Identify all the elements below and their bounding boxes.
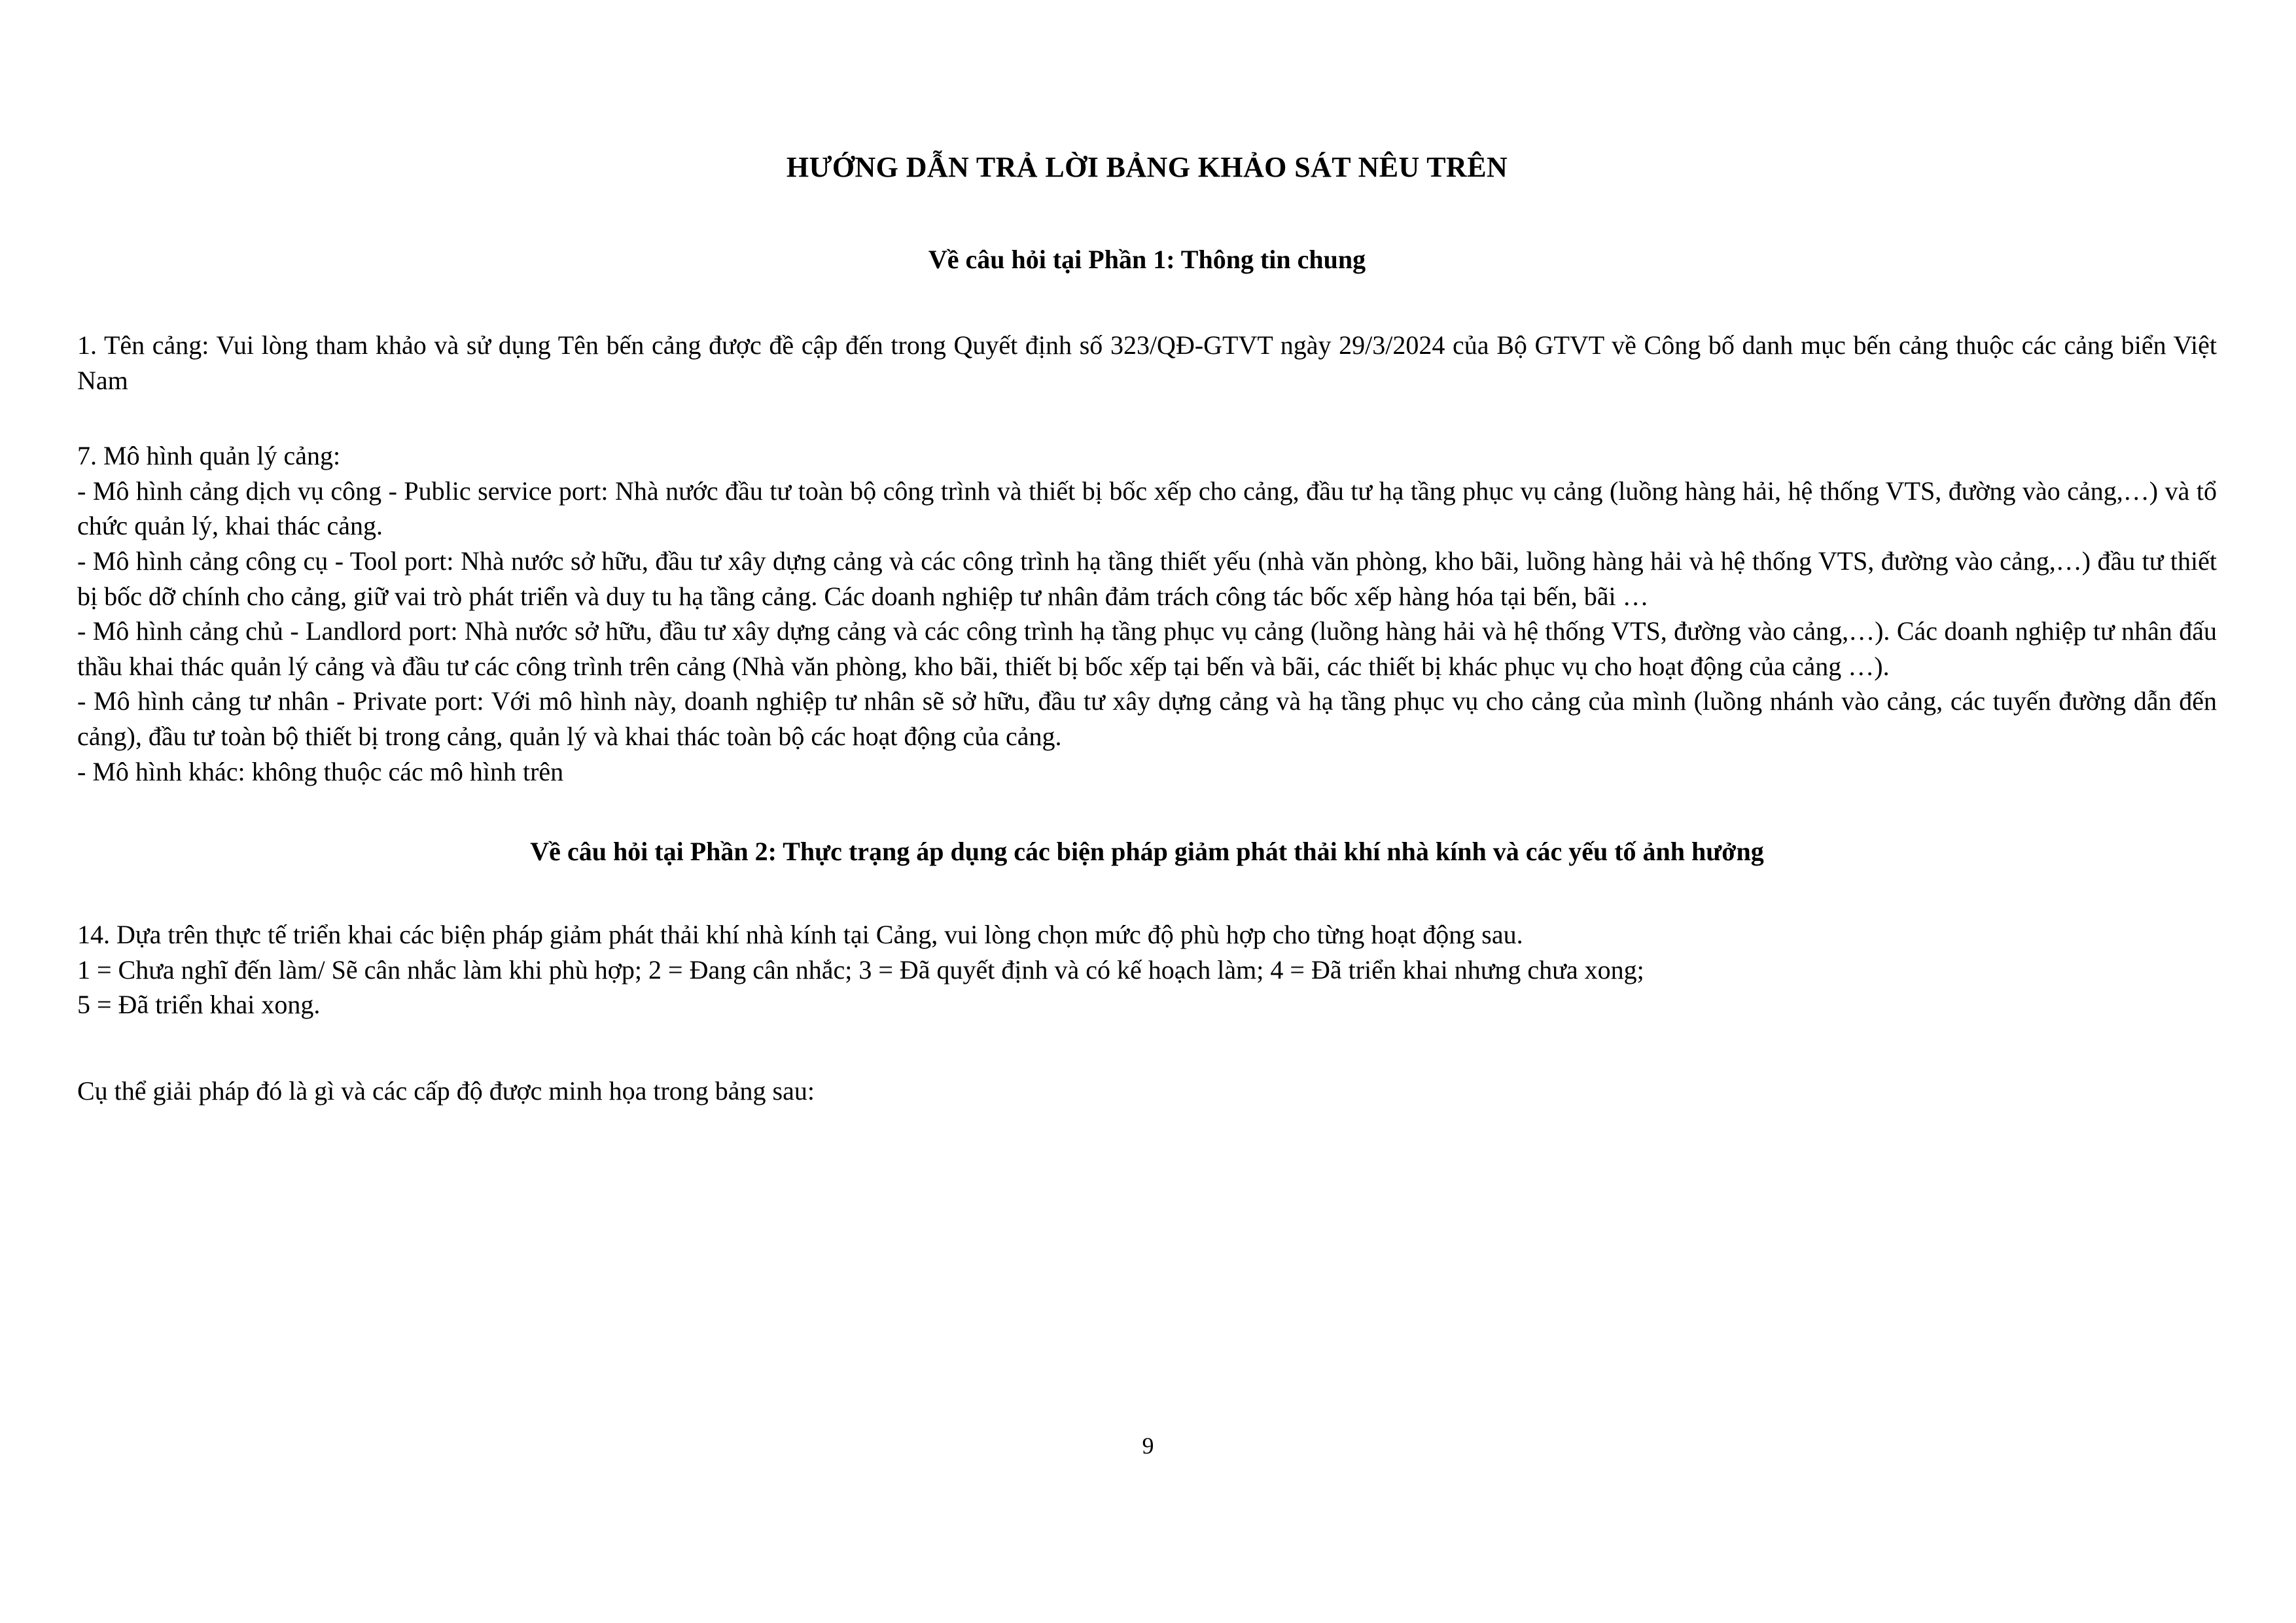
paragraph-item-7-bullet-4: - Mô hình cảng tư nhân - Private port: Với mô hình này, doanh nghiệp tư nhân sẽ sở hữu, đầu tư xây dựng cảng và hạ tầng phục vụ cho cảng của mình (luồng nhánh vào cảng, các tuyến đường dẫn đến cảng), đầu tư toàn bộ thiết bị trong cảng, quản lý và khai thác toàn bộ các hoạt động của cảng. [77, 686, 2217, 751]
page-title: HƯỚNG DẪN TRẢ LỜI BẢNG KHẢO SÁT NÊU TRÊN [786, 151, 1508, 183]
page-number: 9 [1142, 1433, 1154, 1459]
paragraph-item-14: 14. Dựa trên thực tế triển khai các biện pháp giảm phát thải khí nhà kính tại Cảng, vui lòng chọn mức độ phù hợp cho từng hoạt động sau. [77, 920, 1523, 950]
spacer [77, 277, 2217, 328]
paragraph-item-14-scale-line-2: 5 = Đã triển khai xong. [77, 990, 321, 1020]
paragraph-item-7-bullet-5: - Mô hình khác: không thuộc các mô hình trên [77, 756, 564, 786]
paragraph-item-1: 1. Tên cảng: Vui lòng tham khảo và sử dụng Tên bến cảng được đề cập đến trong Quyết định số 323/QĐ-GTVT ngày 29/3/2024 của Bộ GTVT về Công bố danh mục bến cảng thuộc các cảng biển Việt Nam [77, 330, 2217, 395]
section-heading-part2: Về câu hỏi tại Phần 2: Thực trạng áp dụng các biện pháp giảm phát thải khí nhà kính và các yếu tố ảnh hưởng [530, 837, 1764, 867]
spacer [77, 398, 2217, 438]
paragraph-item-14-scale-line-1: 1 = Chưa nghĩ đến làm/ Sẽ cân nhắc làm khi phù hợp; 2 = Đang cân nhắc; 3 = Đã quyết định và có kế hoạch làm; 4 = Đã triển khai nhưng chưa xong; [77, 954, 1644, 985]
spacer [77, 789, 2217, 835]
spacer [77, 185, 2217, 243]
document-body [77, 149, 2217, 1109]
spacer [77, 869, 2217, 917]
paragraph-item-7-bullet-3: - Mô hình cảng chủ - Landlord port: Nhà nước sở hữu, đầu tư xây dựng cảng và các công trình hạ tầng phục vụ cảng (luồng hàng hải và hệ thống VTS, đường vào cảng,…). Các doanh nghiệp tư nhân đấu thầu khai thác quản lý cảng và đầu tư các công trình trên cảng (Nhà văn phòng, kho bãi, thiết bị bốc xếp tại bến và bãi, các thiết bị khác phục vụ cho hoạt động của cảng …). [77, 616, 2217, 681]
paragraph-item-7-bullet-1: - Mô hình cảng dịch vụ công - Public service port: Nhà nước đầu tư toàn bộ công trình và thiết bị bốc xếp cho cảng, đầu tư hạ tầng phục vụ cảng (luồng hàng hải, hệ thống VTS, đường vào cảng,…) và tổ chức quản lý, khai thác cảng. [77, 476, 2217, 541]
paragraph-closing: Cụ thể giải pháp đó là gì và các cấp độ được minh họa trong bảng sau: [77, 1075, 815, 1106]
spacer [77, 1022, 2217, 1073]
paragraph-item-7-bullet-2: - Mô hình cảng công cụ - Tool port: Nhà nước sở hữu, đầu tư xây dựng cảng và các công trình hạ tầng thiết yếu (nhà văn phòng, kho bãi, luồng hàng hải và hệ thống VTS, đường vào cảng,…) đầu tư thiết bị bốc dỡ chính cho cảng, giữ vai trò phát triển và duy tu hạ tầng cảng. Các doanh nghiệp tư nhân đảm trách công tác bốc xếp hàng hóa tại bến, bãi … [77, 546, 2217, 611]
section-heading-part1: Về câu hỏi tại Phần 1: Thông tin chung [928, 245, 1366, 274]
paragraph-item-7-heading: 7. Mô hình quản lý cảng: [77, 441, 341, 471]
